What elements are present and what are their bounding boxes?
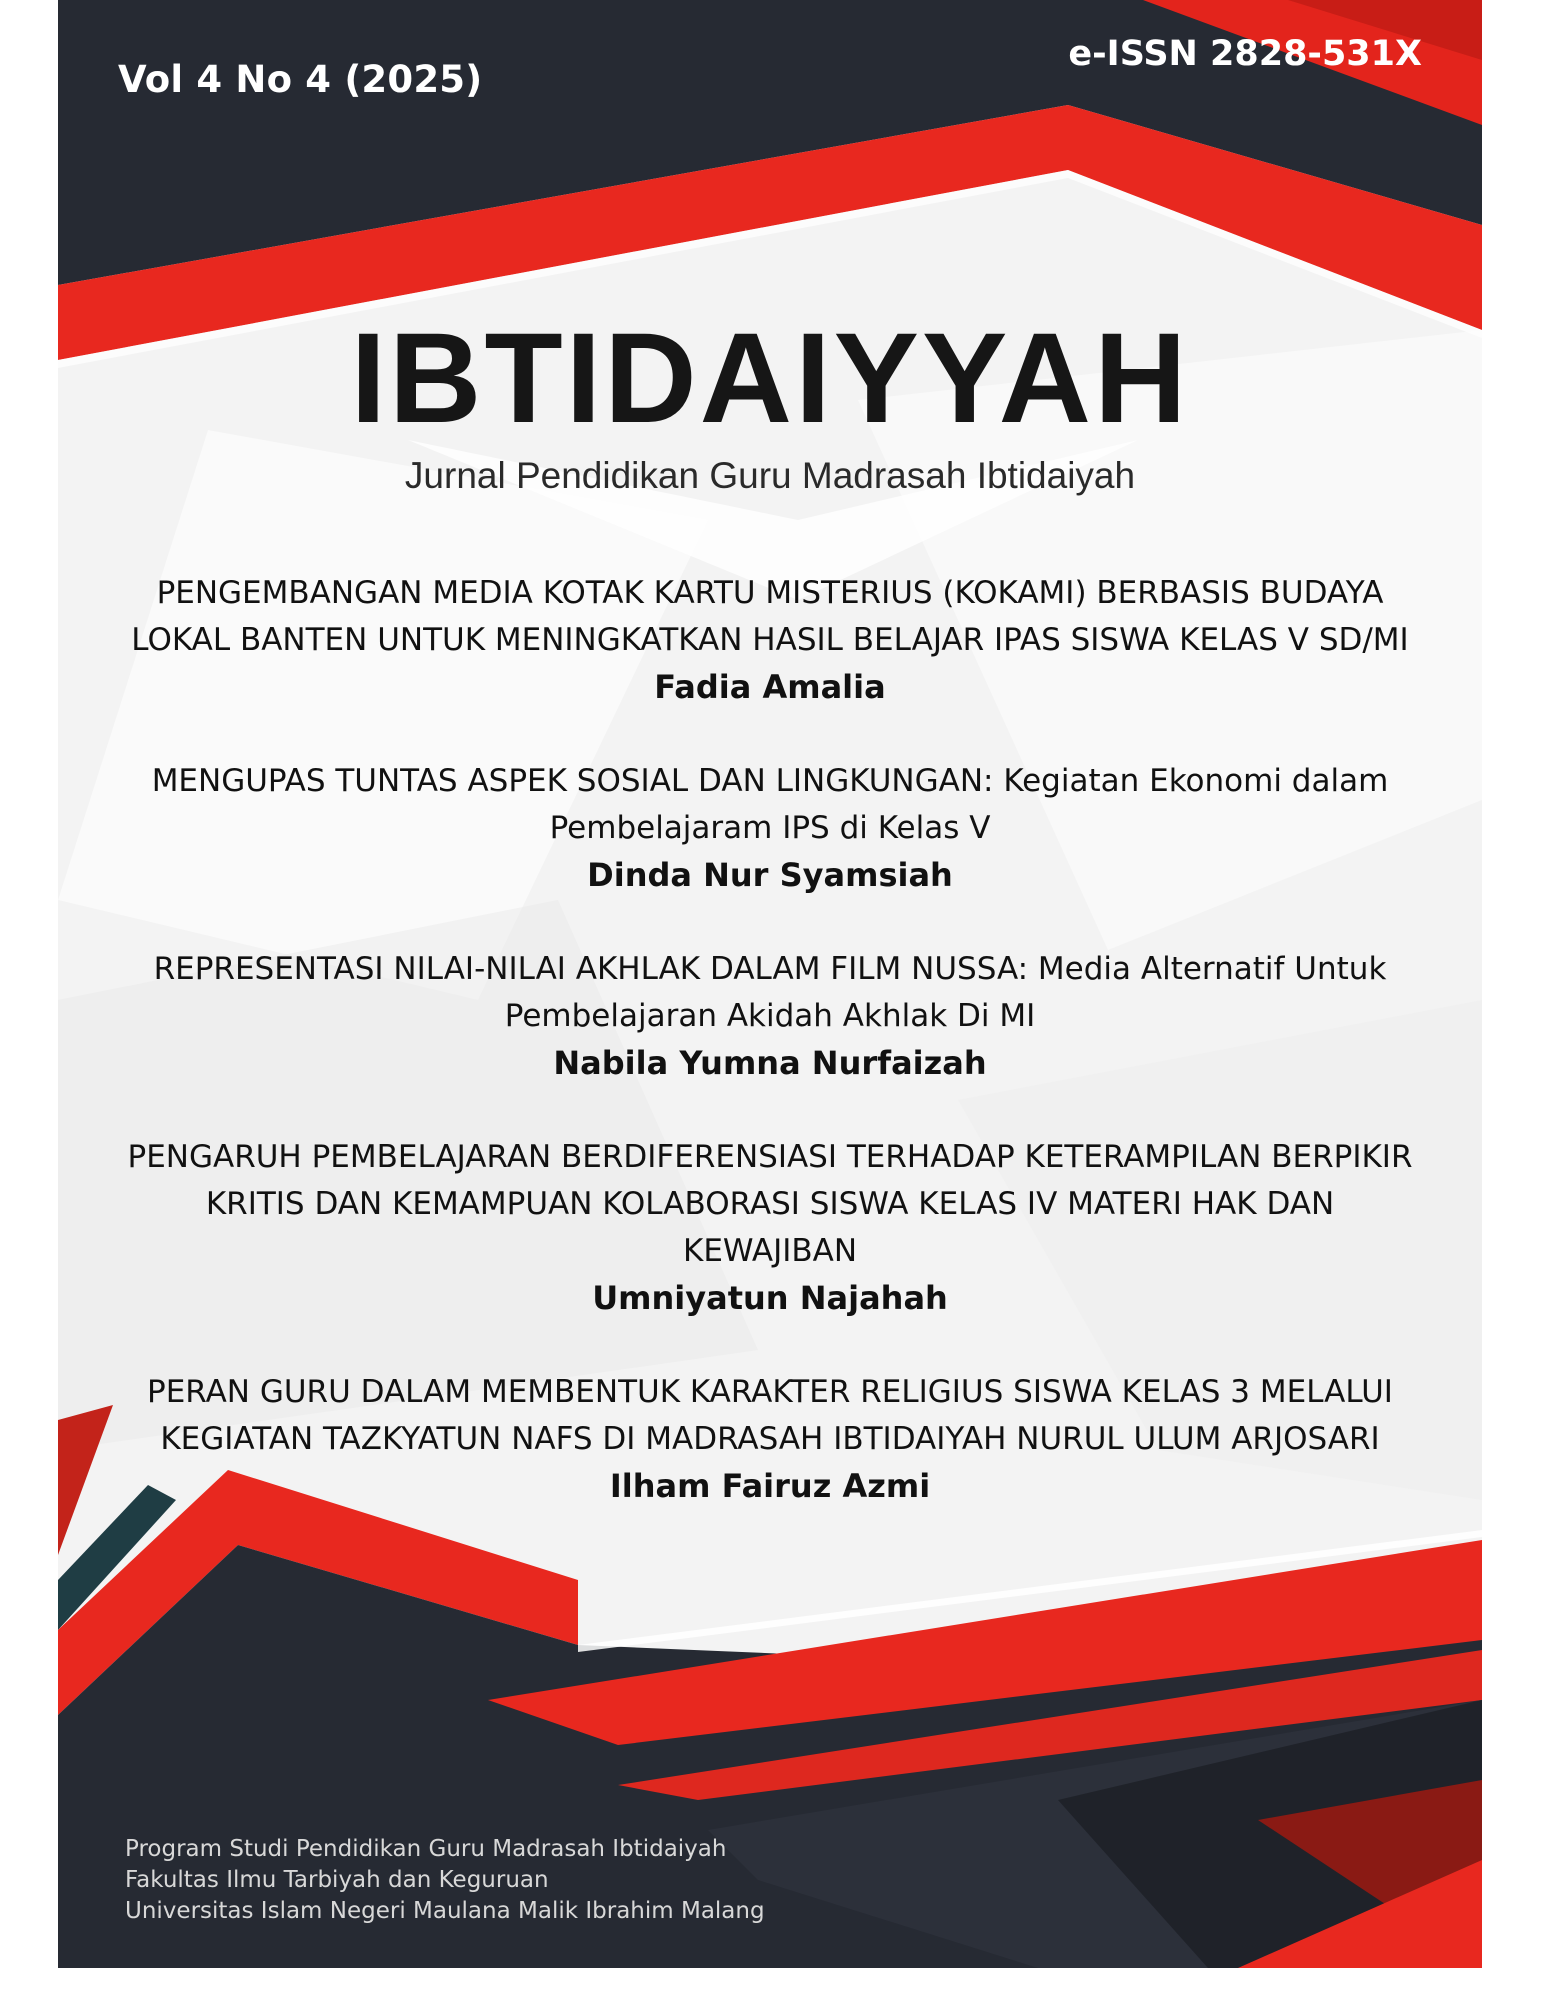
footer-program: Program Studi Pendidikan Guru Madrasah Ibtidaiyah: [125, 1836, 727, 1862]
article-title-line: MENGUPAS TUNTAS ASPEK SOSIAL DAN LINGKUNGAN: Kegiatan Ekonomi dalam: [151, 763, 1389, 799]
article-title-line: Pembelajaram IPS di Kelas V: [549, 810, 991, 846]
article-author: Nabila Yumna Nurfaizah: [553, 1044, 987, 1082]
journal-cover: [58, 0, 1482, 1968]
article-title-line: PENGARUH PEMBELAJARAN BERDIFERENSIASI TERHADAP KETERAMPILAN BERPIKIR: [127, 1139, 1413, 1175]
article-list: [108, 570, 1432, 1557]
journal-subtitle: Jurnal Pendidikan Guru Madrasah Ibtidaiyah: [404, 455, 1136, 496]
journal-title: IBTIDAIYYAH: [350, 307, 1190, 450]
volume-label: Vol 4 No 4 (2025): [118, 58, 483, 101]
article-title-line: PERAN GURU DALAM MEMBENTUK KARAKTER RELIGIUS SISWA KELAS 3 MELALUI: [147, 1374, 1393, 1410]
article-entry: [108, 946, 1432, 1087]
article-entry: [108, 758, 1432, 899]
footer-faculty: Fakultas Ilmu Tarbiyah dan Keguruan: [125, 1867, 549, 1893]
article-title-line: LOKAL BANTEN UNTUK MENINGKATKAN HASIL BELAJAR IPAS SISWA KELAS V SD/MI: [131, 622, 1409, 658]
article-entry: [108, 570, 1432, 711]
article-entry: [108, 1134, 1432, 1322]
article-title-line: KEGIATAN TAZKYATUN NAFS DI MADRASAH IBTIDAIYAH NURUL ULUM ARJOSARI: [160, 1421, 1380, 1457]
article-title-line: Pembelajaran Akidah Akhlak Di MI: [504, 998, 1036, 1034]
footer-university: Universitas Islam Negeri Maulana Malik Ibrahim Malang: [125, 1898, 765, 1924]
article-title-line: REPRESENTASI NILAI-NILAI AKHLAK DALAM FILM NUSSA: Media Alternatif Untuk: [153, 951, 1387, 987]
article-title-line: KRITIS DAN KEMAMPUAN KOLABORASI SISWA KELAS IV MATERI HAK DAN: [205, 1186, 1335, 1222]
article-title-line: PENGEMBANGAN MEDIA KOTAK KARTU MISTERIUS (KOKAMI) BERBASIS BUDAYA: [156, 575, 1384, 611]
article-author: Umniyatun Najahah: [592, 1279, 948, 1317]
article-author: Ilham Fairuz Azmi: [609, 1467, 931, 1505]
article-author: Dinda Nur Syamsiah: [587, 856, 953, 894]
article-entry: [108, 1369, 1432, 1510]
article-author: Fadia Amalia: [654, 668, 886, 706]
article-title-line: KEWAJIBAN: [682, 1233, 858, 1269]
publisher-footer: [125, 1834, 765, 1927]
issn-label: e-ISSN 2828-531X: [1068, 34, 1422, 74]
